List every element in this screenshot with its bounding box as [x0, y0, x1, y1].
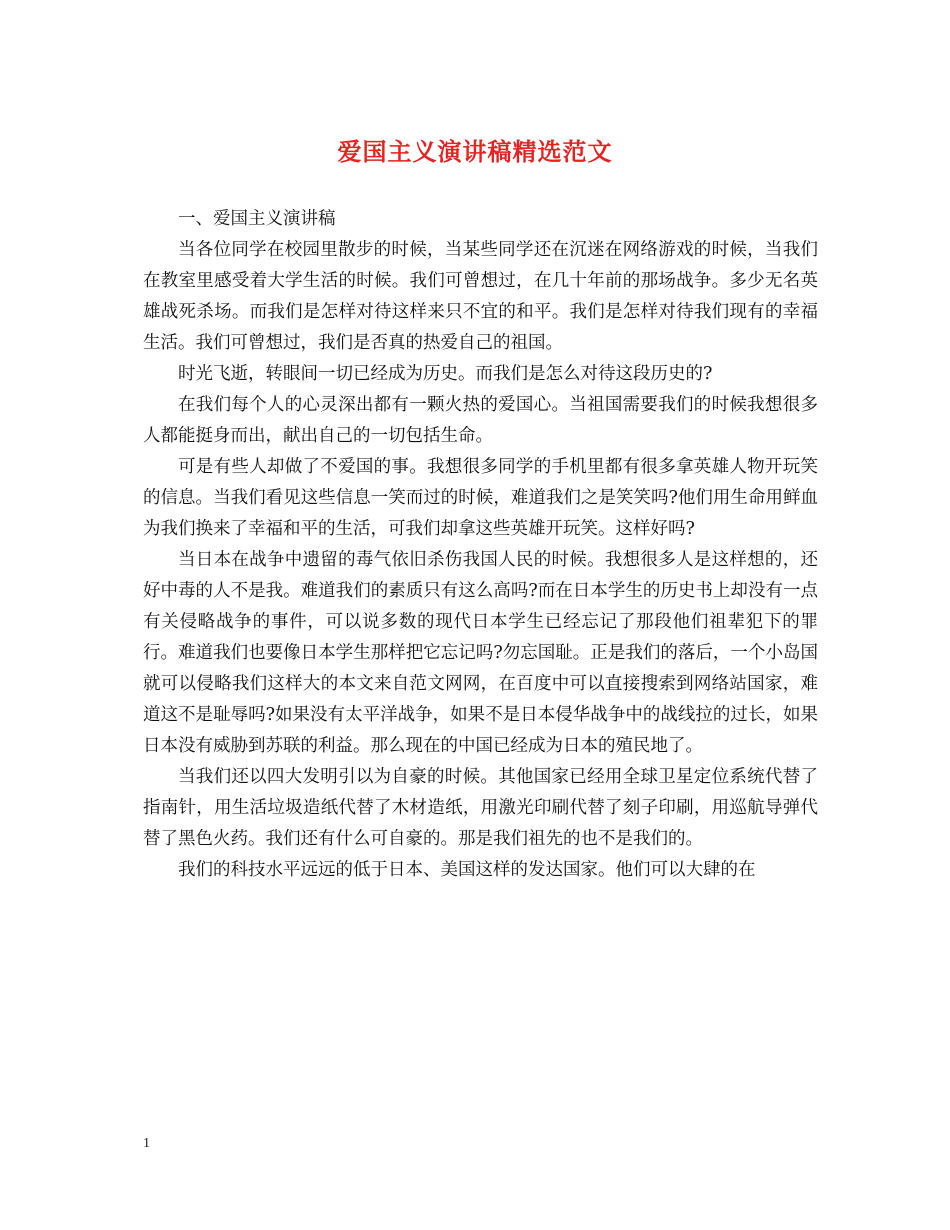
page-number: 1 — [143, 1136, 150, 1151]
paragraph: 可是有些人却做了不爱国的事。我想很多同学的手机里都有很多拿英雄人物开玩笑的信息。当我们看见这些信息一笑而过的时候，难道我们之是笑笑吗?他们用生命用鲜血为我们换来了幸福和平的生活，可我们却拿这些英雄开玩笑。这样好吗? — [143, 457, 818, 539]
document-body — [143, 204, 818, 886]
paragraph: 在我们每个人的心灵深出都有一颗火热的爱国心。当祖国需要我们的时候我想很多人都能挺身而出，献出自己的一切包括生命。 — [143, 395, 818, 446]
paragraph: 当各位同学在校园里散步的时候，当某些同学还在沉迷在网络游戏的时候，当我们在教室里感受着大学生活的时候。我们可曾想过，在几十年前的那场战争。多少无名英雄战死杀场。而我们是怎样对待这样来只不宜的和平。我们是怎样对待我们现有的幸福生活。我们可曾想过，我们是否真的热爱自己的祖国。 — [143, 240, 818, 353]
paragraph: 当日本在战争中遗留的毒气依旧杀伤我国人民的时候。我想很多人是这样想的，还好中毒的人不是我。难道我们的素质只有这么高吗?而在日本学生的历史书上却没有一点有关侵略战争的事件，可以说多数的现代日本学生已经忘记了那段他们祖辈犯下的罪行。难道我们也要像日本学生那样把它忘记吗?勿忘国耻。正是我们的落后，一个小岛国就可以侵略我们这样大的本文来自范文网网，在百度中可以直接搜索到网络站国家，难道这不是耻辱吗?如果没有太平洋战争，如果不是日本侵华战争中的战线拉的过长，如果日本没有威胁到苏联的利益。那么现在的中国已经成为日本的殖民地了。 — [143, 550, 818, 756]
section-heading: 一、爱国主义演讲稿 — [178, 209, 336, 229]
paragraph: 我们的科技水平远远的低于日本、美国这样的发达国家。他们可以大肆的在 — [178, 860, 756, 880]
document-title: 爱国主义演讲稿精选范文 — [337, 137, 613, 166]
paragraph: 当我们还以四大发明引以为自豪的时候。其他国家已经用全球卫星定位系统代替了指南针，用生活垃圾造纸代替了木材造纸，用激光印刷代替了刻子印刷，用巡航导弹代替了黑色火药。我们还有什么可自豪的。那是我们祖先的也不是我们的。 — [143, 767, 818, 849]
paragraph: 时光飞逝，转眼间一切已经成为历史。而我们是怎么对待这段历史的? — [178, 364, 713, 384]
